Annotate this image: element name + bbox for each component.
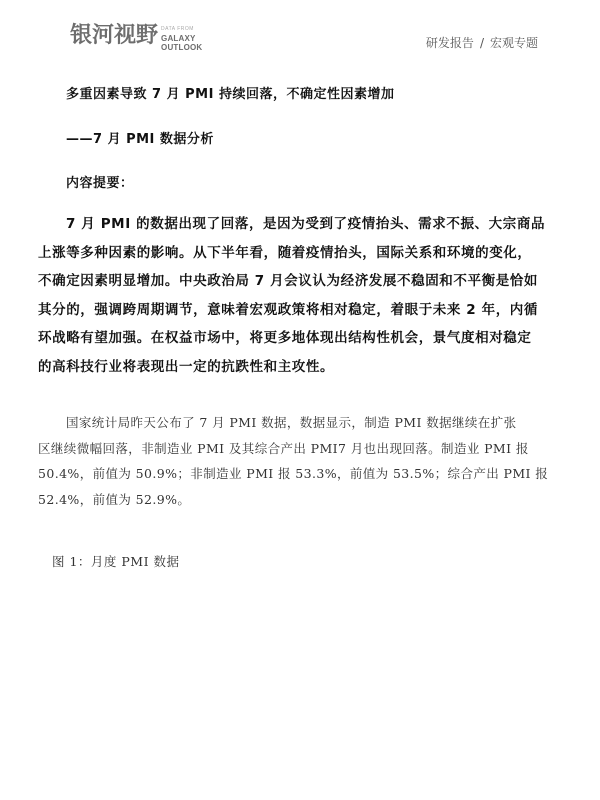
report-title: 多重因素导致 7 月 PMI 持续回落，不确定性因素增加 xyxy=(66,87,395,102)
breadcrumb-separator: / xyxy=(479,36,484,50)
abstract-label: 内容提要： xyxy=(66,176,134,191)
abstract-line: 不确定因素明显增加。中央政治局 7 月会议认为经济发展不稳固和不平衡是恰如 xyxy=(38,273,538,289)
logo-tiny-text: DATA FROM xyxy=(161,25,194,32)
breadcrumb xyxy=(426,34,538,51)
abstract-line: 上涨等多种因素的影响。从下半年看，随着疫情抬头，国际关系和环境的变化， xyxy=(38,244,532,261)
main-line: 50.4%，前值为 50.9%；非制造业 PMI 报 53.3%，前值为 53.5%；综合产出 PMI 报 xyxy=(38,466,549,481)
logo-english-line-2: OUTLOOK xyxy=(161,42,203,52)
galaxy-outlook-logo xyxy=(70,20,202,52)
main-line: 国家统计局昨天公布了 7 月 PMI 数据，数据显示，制造 PMI 数据继续在扩张 xyxy=(66,415,517,430)
logo-english-block xyxy=(161,21,202,52)
report-subtitle: ——7 月 PMI 数据分析 xyxy=(66,132,214,147)
main-paragraph xyxy=(38,410,566,512)
breadcrumb-macro-topic: 宏观专题 xyxy=(489,36,538,50)
main-line: 区继续微幅回落，非制造业 PMI 及其综合产出 PMI7 月也出现回落。制造业 PMI 报 xyxy=(38,440,529,456)
breadcrumb-research-report: 研发报告 xyxy=(425,36,474,50)
page-header xyxy=(0,0,600,60)
abstract-line: 7 月 PMI 的数据出现了回落，是因为受到了疫情抬头、需求不振、大宗商品 xyxy=(66,216,546,232)
main-line: 52.4%，前值为 52.9%。 xyxy=(38,491,191,507)
abstract-paragraph xyxy=(38,210,566,381)
logo-chinese-text: 银河视野 xyxy=(70,23,159,48)
logo-english-line-1: GALAXY xyxy=(161,33,196,43)
abstract-line: 环战略有望加强。在权益市场中，将更多地体现出结构性机会，景气度相对稳定 xyxy=(38,330,532,346)
figure-caption: 图 1：月度 PMI 数据 xyxy=(52,554,180,569)
abstract-line: 的高科技行业将表现出一定的抗跌性和主攻性。 xyxy=(38,358,335,375)
abstract-line: 其分的，强调跨周期调节，意味着宏观政策将相对稳定，着眼于未来 2 年，内循 xyxy=(38,301,538,318)
